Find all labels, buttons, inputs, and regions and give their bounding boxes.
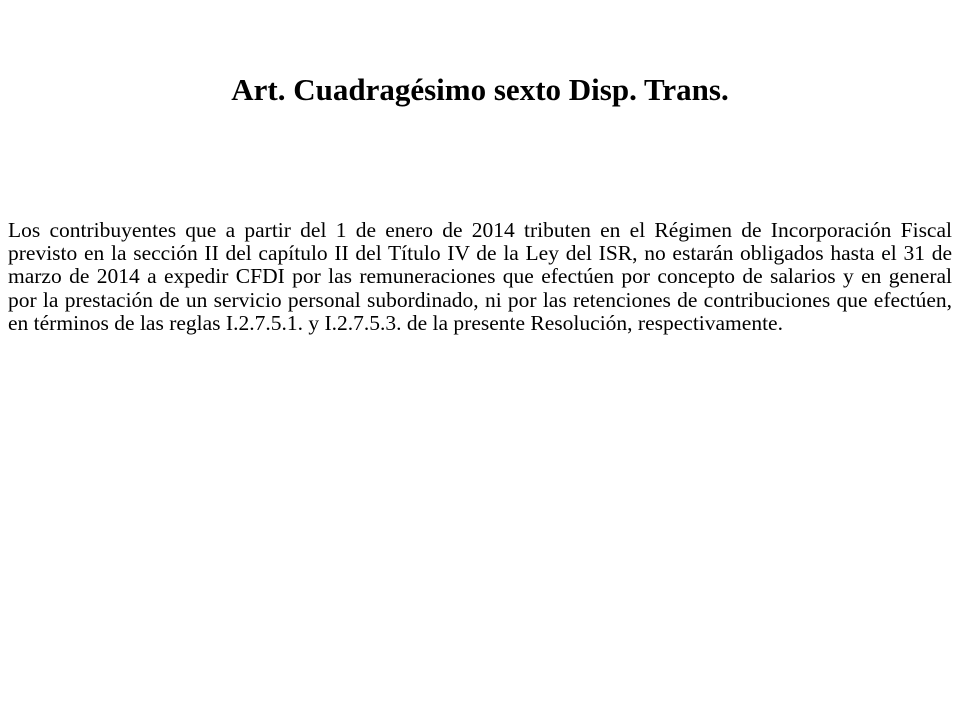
body-paragraph: Los contribuyentes que a partir del 1 de enero de 2014 tributen en el Régimen de Incorporación Fiscal previsto en la sección II del capítulo II del Título IV de la Ley del ISR, no estarán obligados hasta el 31 de marzo de 2014 a expedir CFDI por las remuneraciones que efectúen por concepto de salarios y en general por la prestación de un servicio personal subordinado, ni por las retenciones de contribuciones que efectúen, en términos de las reglas I.2.7.5.1. y I.2.7.5.3. de la presente Resolución, respectivamente.	[8, 218, 952, 335]
page-title: Art. Cuadragésimo sexto Disp. Trans.	[231, 72, 729, 107]
